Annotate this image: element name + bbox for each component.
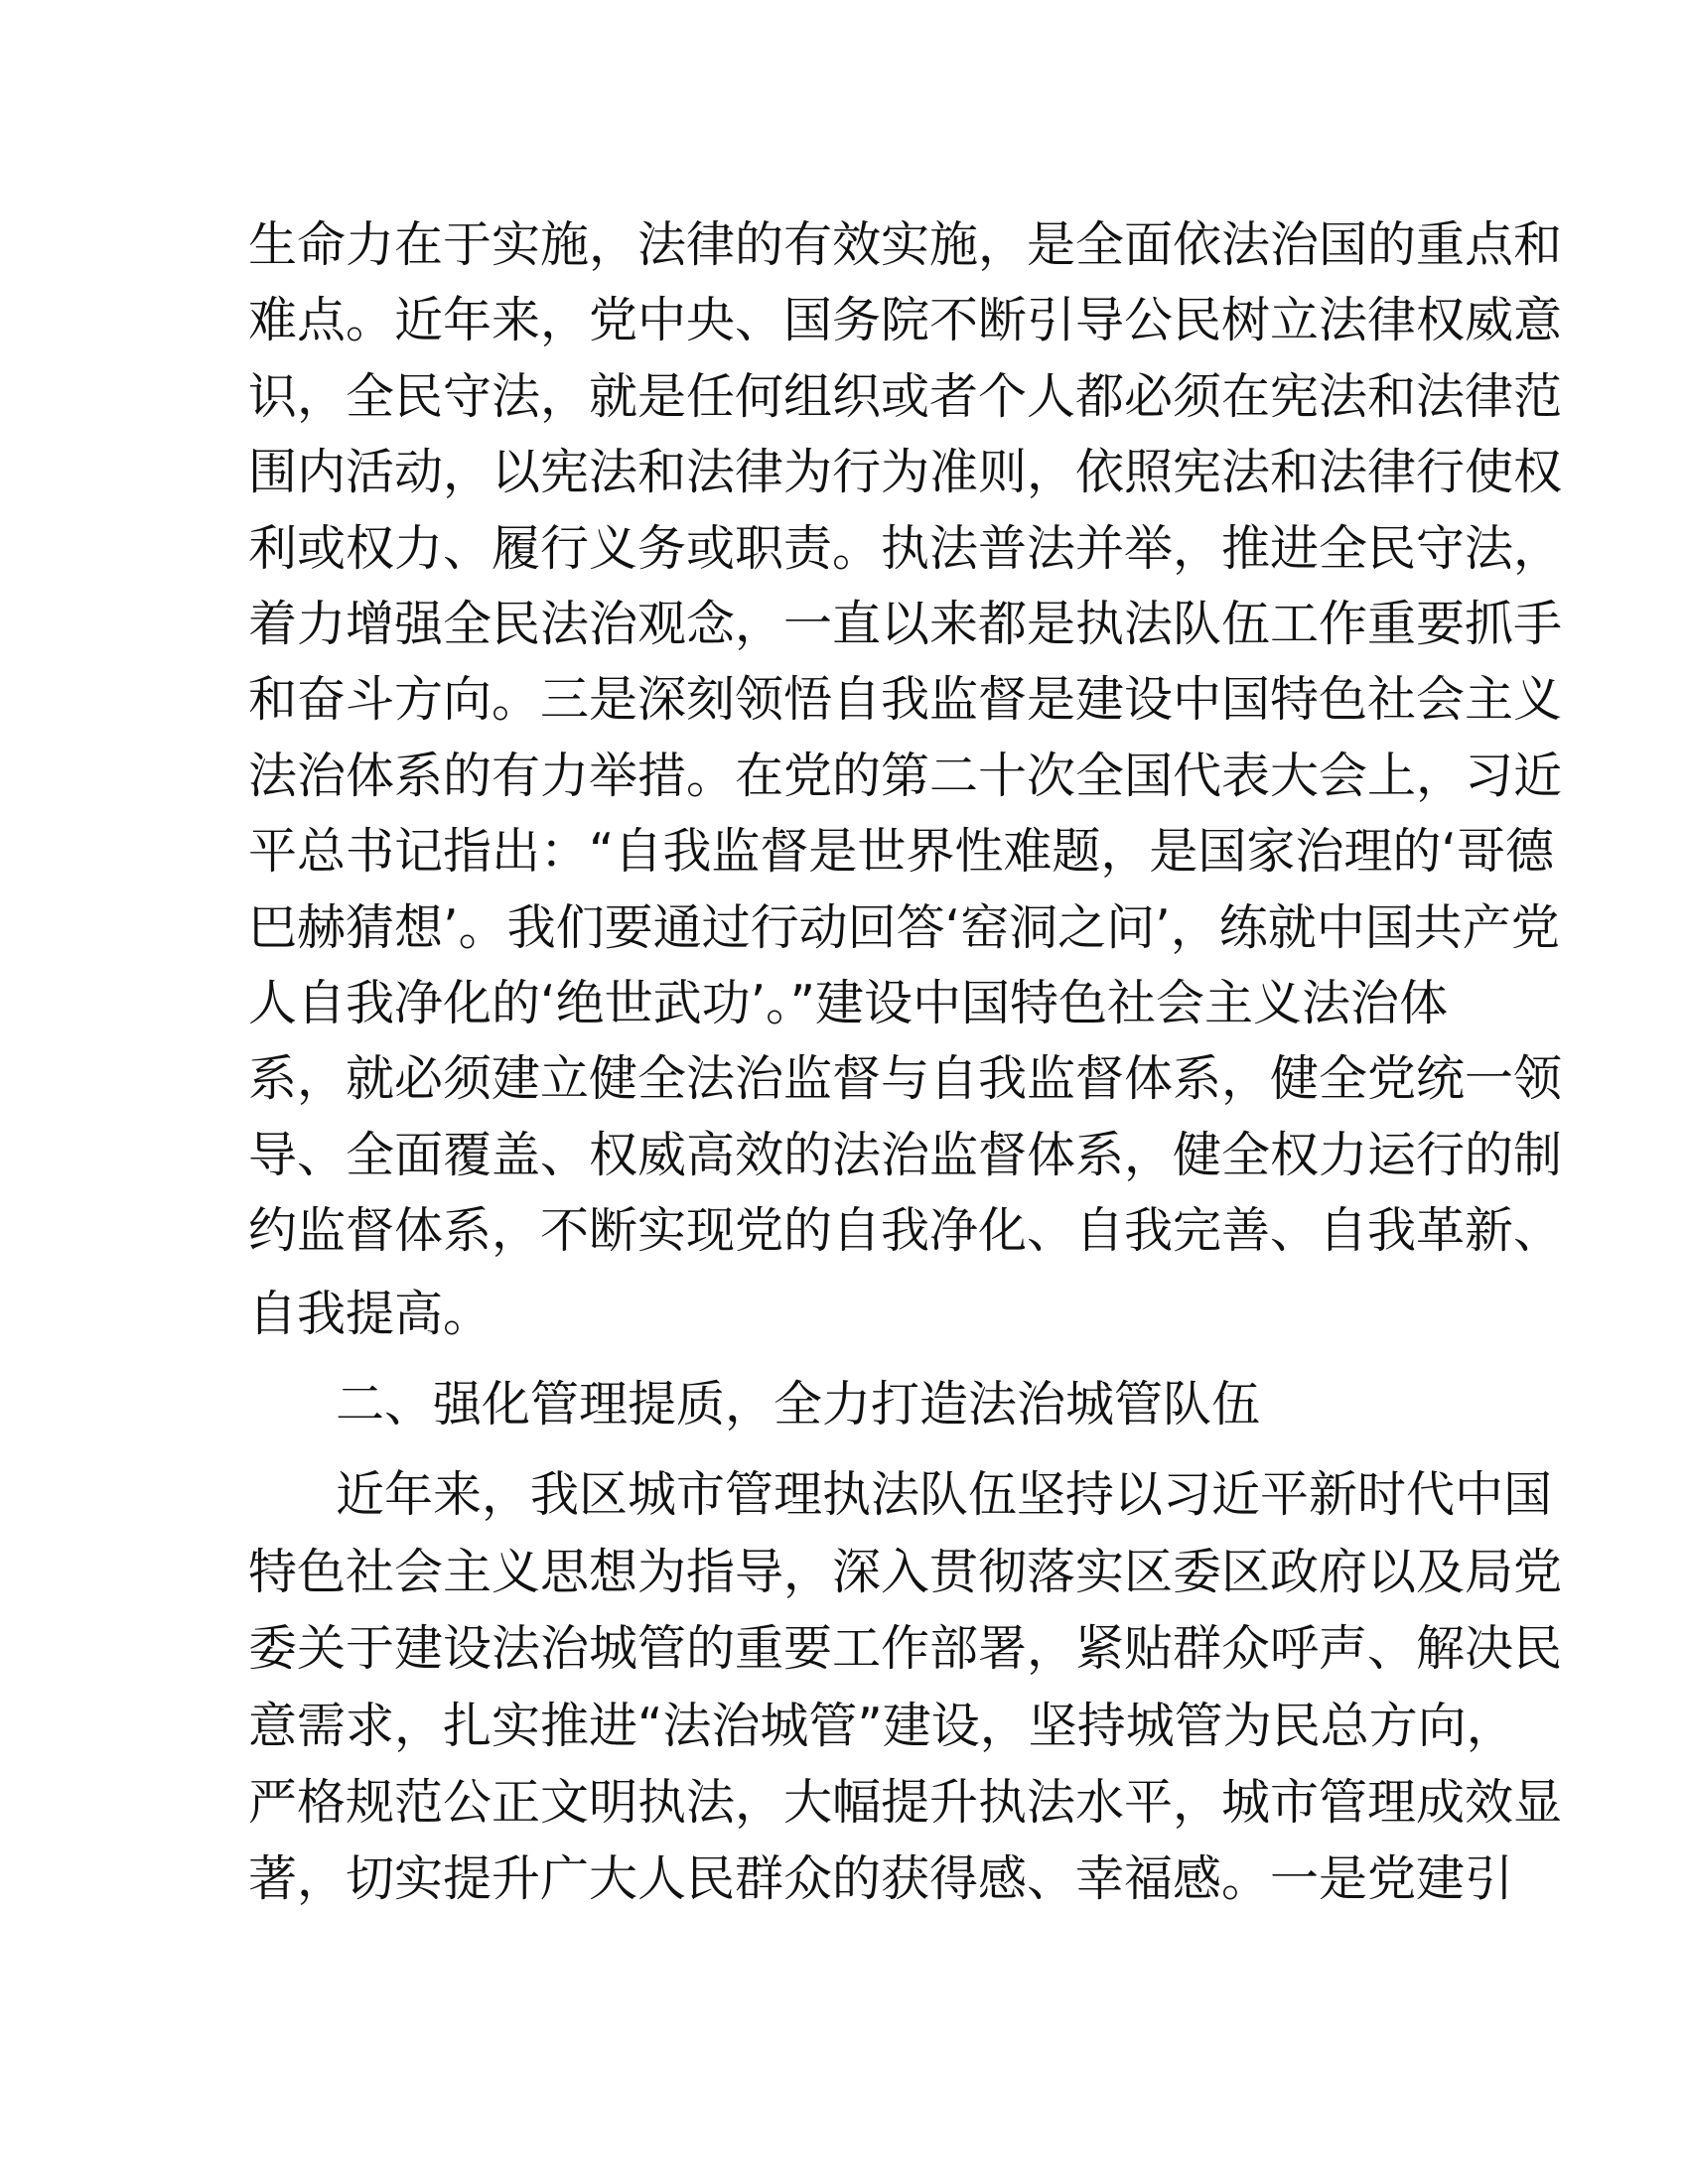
text-line: 著，切实提升广大人民群众的获得感、幸福感。一是党建引 — [248, 1850, 1514, 1907]
text-line: 和奋斗方向。三是深刻领悟自我监督是建设中国特色社会主义 — [248, 671, 1563, 728]
text-line: 特色社会主义思想为指导，深入贯彻落实区委区政府以及局党 — [248, 1544, 1563, 1600]
text-line: 人自我净化的‘绝世武功’。”建设中国特色社会主义法治体 — [248, 975, 1449, 1031]
text-line: 着力增强全民法治观念，一直以来都是执法队伍工作重要抓手 — [248, 596, 1563, 652]
text-line: 自我提高。 — [248, 1286, 492, 1342]
text-line: 生命力在于实施，法律的有效实施，是全面依法治国的重点和 — [248, 216, 1563, 273]
section-heading: 二、强化管理提质，全力打造法治城管队伍 — [336, 1376, 1261, 1433]
text-line: 巴赫猜想’。我们要通过行动回答‘窑洞之问’，练就中国共产党 — [248, 899, 1560, 956]
text-line: 利或权力、履行义务或职责。执法普法并举，推进全民守法， — [248, 520, 1563, 577]
text-line: 围内活动，以宪法和法律为行为准则，依照宪法和法律行使权 — [248, 444, 1563, 500]
text-line: 难点。近年来，党中央、国务院不断引导公民树立法律权威意 — [248, 292, 1563, 348]
text-line: 意需求，扎实推进“法治城管”建设，坚持城管为民总方向， — [248, 1698, 1515, 1754]
text-line: 委关于建设法治城管的重要工作部署，紧贴群众呼声、解决民 — [248, 1620, 1563, 1677]
text-line: 导、全面覆盖、权威高效的法治监督体系，健全权力运行的制 — [248, 1127, 1563, 1183]
text-line: 法治体系的有力举措。在党的第二十次全国代表大会上，习近 — [248, 748, 1563, 804]
text-line: 约监督体系，不断实现党的自我净化、自我完善、自我革新、 — [248, 1202, 1563, 1259]
text-line: 严格规范公正文明执法，大幅提升执法水平，城市管理成效显 — [248, 1774, 1563, 1831]
text-line: 近年来，我区城市管理执法队伍坚持以习近平新时代中国 — [336, 1466, 1553, 1523]
text-line: 系，就必须建立健全法治监督与自我监督体系，健全党统一领 — [248, 1050, 1563, 1107]
text-line: 识，全民守法，就是任何组织或者个人都必须在宪法和法律范 — [248, 368, 1563, 425]
text-line: 平总书记指出：“自我监督是世界性难题，是国家治理的‘哥德 — [248, 823, 1554, 880]
